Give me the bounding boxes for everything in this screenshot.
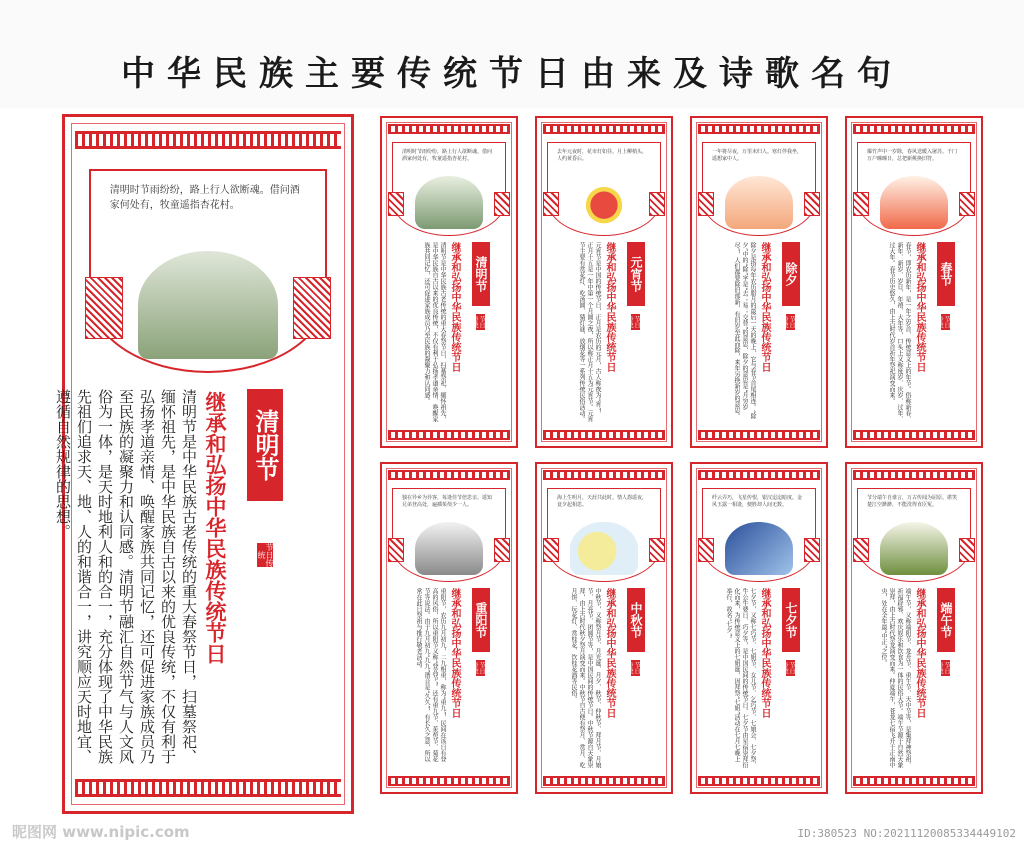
card-body-text: 元宵节是中国的传统节日，正月是农历的元月，古人称夜为“宵”，正月十五是一年中第一个月圆之夜，所以称正月十五为元宵节。元宵节主要有赏花灯、吃汤圆、猜灯谜、放烟花等一系列传统民俗活动。 [578,242,601,422]
featured-festival-name: 清明节 [247,389,283,501]
lattice-wing-right [959,192,975,216]
lattice-wing-right [494,192,510,216]
page-title: 中华民族主要传统节日由来及诗歌名句 [121,54,903,94]
festival-card [380,462,518,794]
card-body-text: 春节，即农历新年，是一年之岁首、传统意义上的年节。俗称新春、新年、新岁、岁旦、年禧、大年等，口头上又称度岁、庆岁、过年、过大年。春节历史悠久，由上古时代岁首祈年祭祀演变而来。 [888,242,911,422]
fan-panel [89,169,327,373]
card-festival-name: 元宵节 [627,242,645,306]
lattice-wing-right [293,277,331,339]
featured-heritage-heading: 继承和弘扬中华民族传统节日 [203,391,228,664]
bottom-lattice [75,779,341,797]
card-festival-name: 重阳节 [472,588,490,652]
bottom-lattice [388,430,510,440]
bottom-lattice [543,430,665,440]
card-poem: 海上生明月，天涯共此时。情人怨遥夜，竟夕起相思。 [556,495,647,508]
card-poem: 清明时节雨纷纷，路上行人欲断魂。借问酒家何处有，牧童遥指杏花村。 [401,149,492,162]
featured-poem: 清明时节雨纷纷，路上行人欲断魂。借问酒家何处有，牧童遥指杏花村。 [109,185,300,211]
card-festival-name: 七夕节 [782,588,800,652]
card-body-text: 端午节，又称端阳节、龙舟节、重午节、天中节等，是集拜神祭祖、祈福辟邪、欢庆娱乐和饮食为一体的民俗大节。端午节源于自然天象崇拜，由上古时代祭龙演变而来。仲夏端午，苍龙七宿飞升于正南中央，处在全年最“中正”之位。 [880,588,911,768]
card-body-text: 中秋节，又称祭月节、月光诞、月夕、秋节、仲秋节、拜月节、月娘节、月亮节、团圆节等，是中国民间的传统节日。中秋节源自天象崇拜，由上古时代秋夕祭月演变而来。中秋节自古便有祭月、赏月、吃月饼、玩花灯、赏桂花、饮桂花酒等民俗。 [570,588,601,768]
lattice-wing-left [853,192,869,216]
top-lattice [698,124,820,134]
card-heritage-heading: 继承和弘扬中华民族传统节日 [914,588,925,718]
card-heritage-heading: 继承和弘扬中华民族传统节日 [914,242,925,372]
card-illustration [415,176,482,229]
card-heritage-heading: 继承和弘扬中华民族传统节日 [604,588,615,718]
card-poem: 纤云弄巧，飞星传恨，银汉迢迢暗度。金风玉露一相逢，便胜却人间无数。 [711,495,802,508]
lattice-wing-right [804,538,820,562]
lattice-wing-left [543,192,559,216]
lattice-wing-right [649,192,665,216]
fan-panel [547,488,661,582]
lattice-wing-left [698,538,714,562]
card-seal: 节日传统 [471,662,485,674]
card-seal: 节日传统 [626,662,640,674]
festival-card [690,462,828,794]
lattice-wing-left [388,192,404,216]
card-poem: 去年元夜时，花市灯如昼。月上柳梢头，人约黄昏后。 [556,149,647,162]
bottom-lattice [388,776,510,786]
fan-panel [702,142,816,236]
festival-card [535,116,673,448]
festival-card [845,462,983,794]
bottom-lattice [853,776,975,786]
card-heritage-heading: 继承和弘扬中华民族传统节日 [449,242,460,372]
card-poem: 节分端午自谁言，万古传闻为屈原。堪笑楚江空渺渺，不能洗得直臣冤。 [866,495,957,508]
top-lattice [388,470,510,480]
card-seal: 节日传统 [626,316,640,328]
card-festival-name: 清明节 [472,242,490,306]
festival-card [380,116,518,448]
fan-panel [857,142,971,236]
lattice-wing-right [959,538,975,562]
card-illustration [880,522,947,575]
card-festival-name: 春节 [937,242,955,306]
lattice-wing-left [388,538,404,562]
featured-board [54,114,354,814]
card-heritage-heading: 继承和弘扬中华民族传统节日 [759,588,770,718]
top-lattice [75,131,341,149]
featured-body-text: 清明节是中华民族古老传统的重大春祭节日，扫墓祭祀、缅怀祖先，是中华民族自古以来的优良传统，不仅有利于弘扬孝道亲情、唤醒家族共同记忆，还可促进家族成员乃至民族的凝聚力和认同感。清明节融汇自然节气与人文风俗为一体，是天时地利人和的合一，充分体现了中华民族先祖们追求天、地、人的和谐合一，讲究顺应天时地宜、遵循自然规律的思想。 [54,389,198,764]
card-poem: 一年将尽夜，万里未归人。寒灯伴我坐，遥想家中人。 [711,149,802,162]
card-heritage-heading: 继承和弘扬中华民族传统节日 [604,242,615,372]
bottom-lattice [853,430,975,440]
bottom-lattice [698,430,820,440]
card-seal: 节日传统 [471,316,485,328]
top-lattice [853,470,975,480]
festival-card [845,116,983,448]
card-seal: 节日传统 [936,316,950,328]
fan-panel [547,142,661,236]
card-body-text: 清明节是中华民族古老传统的重大春祭节日，扫墓祭祀、缅怀祖先，是中华民族自古以来的优良传统，不仅有利于弘扬孝道亲情、唤醒家族共同记忆，还可促进家族成员乃至民族的凝聚力和认同感。 [423,242,446,422]
watermark-logo: 昵图网 www.nipic.com [12,823,190,841]
fan-panel [857,488,971,582]
card-illustration [880,176,947,229]
top-lattice [853,124,975,134]
card-poem: 独在异乡为异客，每逢佳节倍思亲。遥知兄弟登高处，遍插茱萸少一人。 [401,495,492,508]
card-body-text: 重阳节，农历九月初九，二九相重，称为“重九”，民间在该日有登高的风俗，所以重阳节又称“登高节”。还有重九节、茱萸节、菊花节等说法。由于九月初九“九九”谐音是“久久”，有长久之意，所以常在此日祭祖与推行敬老活动。 [415,588,446,763]
lattice-wing-left [543,538,559,562]
fan-panel [702,488,816,582]
top-lattice [388,124,510,134]
lattice-wing-right [494,538,510,562]
lattice-wing-left [85,277,123,339]
top-lattice [698,470,820,480]
card-festival-name: 端午节 [937,588,955,652]
lattice-wing-left [853,538,869,562]
card-seal: 节日传统 [936,662,950,674]
top-lattice [543,470,665,480]
card-illustration [570,176,637,229]
card-heritage-heading: 继承和弘扬中华民族传统节日 [759,242,770,372]
lattice-wing-right [804,192,820,216]
card-poem: 爆竹声中一岁除，春风送暖入屠苏。千门万户曈曈日，总把新桃换旧符。 [866,149,957,162]
featured-seal: 节日传统 [257,543,274,567]
bottom-lattice [698,776,820,786]
lattice-wing-right [649,538,665,562]
card-festival-name: 中秋节 [627,588,645,652]
tomb-sweeping-illustration [138,251,278,359]
festival-card [690,116,828,448]
card-body-text: 七夕节，又称七巧节、七姐节、女儿节、乞巧节、七娘会、七夕祭、牛公牛婆日、巧夕等，是中国民间的传统节日。七夕节由星宿崇拜衍化而来，为传统意义上的七姐诞，因拜祭“七姐”活动在七月七晚上举行，故名“七夕”。 [725,588,756,768]
lattice-wing-left [698,192,714,216]
card-illustration [725,176,792,229]
card-heritage-heading: 继承和弘扬中华民族传统节日 [449,588,460,718]
fan-panel [392,488,506,582]
festival-card [535,462,673,794]
top-lattice [543,124,665,134]
card-seal: 节日传统 [781,662,795,674]
watermark-id: ID:380523 NO:20211120085334449102 [797,827,1016,840]
card-illustration [570,522,637,575]
card-illustration [415,522,482,575]
card-festival-name: 除夕 [782,242,800,306]
card-body-text: 除夕是指每年农历腊月的最后一天的晚上，它与春节首尾相连。“除夕”中的“除”字是“去；易；交替”的意思，除夕的意思是“月穷岁尽”，人们都要除旧部新，有旧岁至此而除，来年另换新岁的意思。 [733,242,756,420]
card-seal: 节日传统 [781,316,795,328]
card-illustration [725,522,792,575]
bottom-lattice [543,776,665,786]
fan-panel [392,142,506,236]
